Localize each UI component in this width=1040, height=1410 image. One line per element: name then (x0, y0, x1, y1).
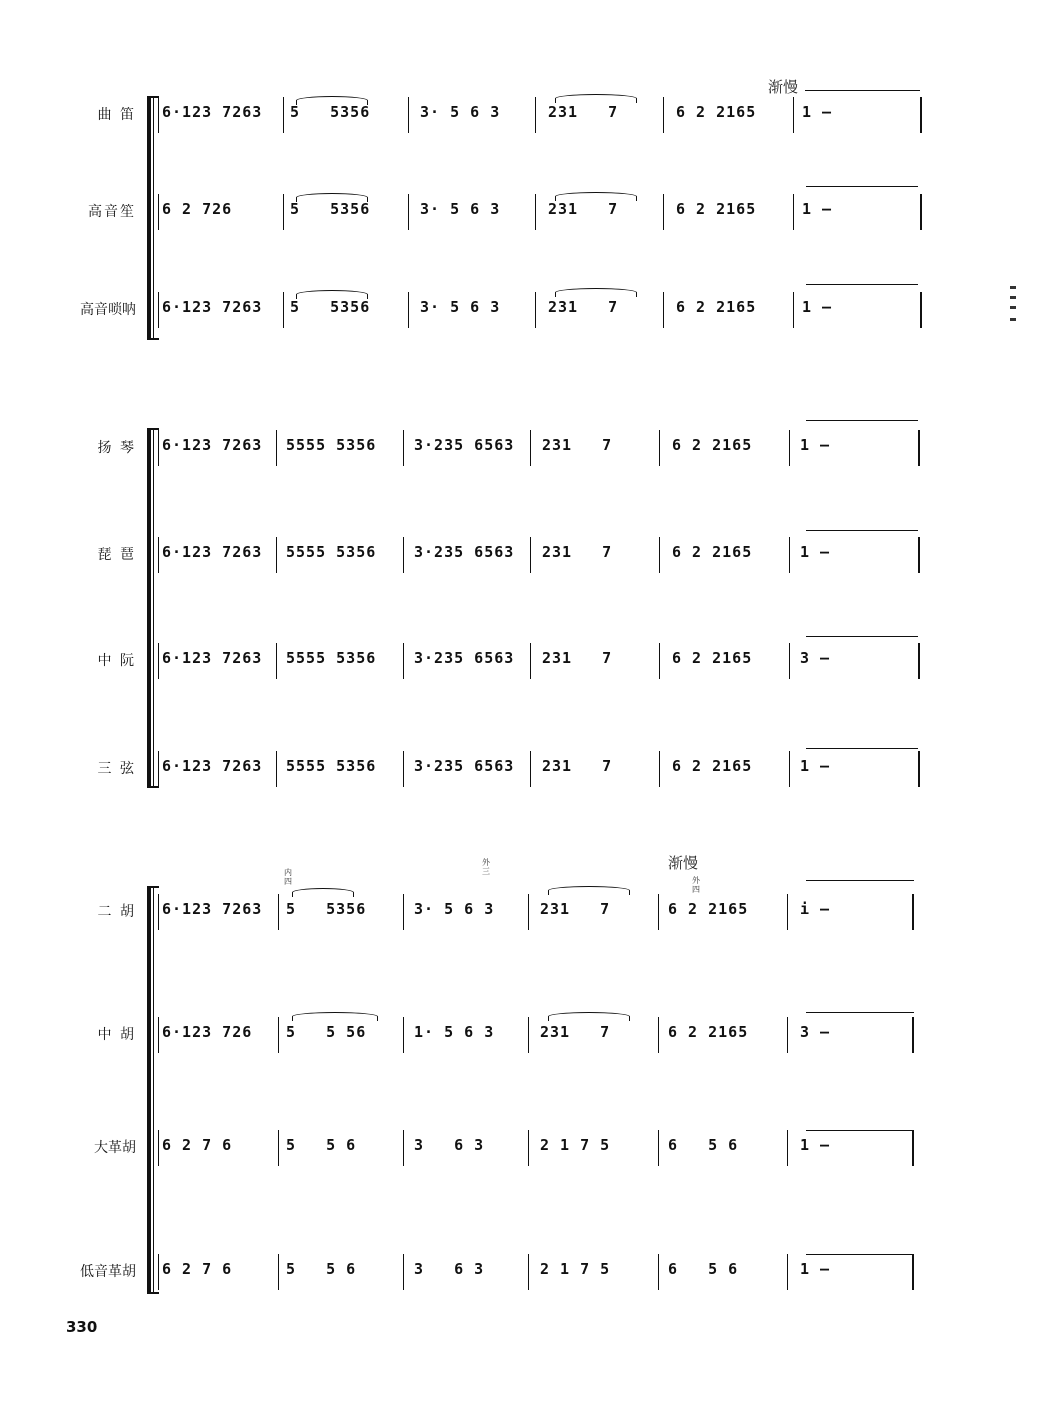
measure-1: 6·123 7263 (162, 103, 263, 121)
measure-5: 6 2 2165 (672, 757, 753, 775)
measure-6: 3 – (800, 1023, 831, 1041)
slur-mark (555, 288, 637, 297)
measure-6: i – (800, 900, 831, 918)
instrument-label: 高音笙 (88, 204, 136, 220)
barline (528, 1254, 529, 1290)
slur-mark (548, 886, 630, 895)
barline (403, 643, 404, 679)
barline-end (912, 1130, 914, 1166)
barline (158, 751, 159, 787)
measure-5: 6 2 2165 (668, 1023, 749, 1041)
measure-2: 5 5 6 (286, 1136, 357, 1154)
measure-1: 6·123 7263 (162, 757, 263, 775)
tie-line-final (806, 1254, 914, 1255)
barline (278, 1017, 279, 1053)
barline (403, 1130, 404, 1166)
measure-1: 6 2 7 6 (162, 1136, 233, 1154)
measure-6: 1 – (800, 1136, 831, 1154)
measure-5: 6 5 6 (668, 1260, 739, 1278)
measure-3: 3·235 6563 (414, 543, 515, 561)
measure-3: 3· 5 6 3 (420, 200, 501, 218)
staff-row (0, 535, 1040, 575)
measure-6: 1 – (800, 436, 831, 454)
group-brace-plucked (147, 428, 151, 788)
measure-6: 1 – (802, 298, 833, 316)
barline (789, 430, 790, 466)
barline (408, 97, 409, 133)
group-brace-thin (153, 886, 154, 1294)
measure-4: 231 7 (548, 103, 619, 121)
barline (276, 643, 277, 679)
barline (658, 894, 659, 930)
barline (787, 1017, 788, 1053)
measure-2: 5 5 56 (286, 1023, 367, 1041)
barline (403, 1017, 404, 1053)
barline (158, 643, 159, 679)
barline (283, 194, 284, 230)
measure-4: 231 7 (540, 1023, 611, 1041)
measure-4: 2 1 7 5 (540, 1260, 611, 1278)
staff-row (0, 1252, 1040, 1292)
barline (663, 194, 664, 230)
barline (659, 537, 660, 573)
measure-5: 6 2 2165 (676, 103, 757, 121)
fingering-m5: 外四 (692, 876, 700, 894)
barline (789, 537, 790, 573)
barline (535, 194, 536, 230)
tie-line-final (806, 1012, 914, 1013)
barline (158, 1254, 159, 1290)
tie-line-final (806, 284, 918, 285)
barline (158, 537, 159, 573)
measure-3: 3·235 6563 (414, 436, 515, 454)
measure-1: 6·123 7263 (162, 649, 263, 667)
barline (403, 537, 404, 573)
barline (276, 430, 277, 466)
page-number: 330 (66, 1318, 98, 1336)
barline (793, 194, 794, 230)
staff-row (0, 1015, 1040, 1055)
measure-2: 5 5356 (290, 200, 371, 218)
edge-mark (1010, 286, 1016, 289)
barline (659, 643, 660, 679)
tie-line-final (806, 186, 918, 187)
measure-1: 6 2 7 6 (162, 1260, 233, 1278)
instrument-label: 高音唢呐 (80, 302, 136, 318)
brace-cap (147, 338, 159, 340)
barline-end (918, 751, 920, 787)
barline (787, 1130, 788, 1166)
measure-4: 231 7 (548, 298, 619, 316)
fingering-m3: 外三 (482, 858, 490, 876)
measure-5: 6 2 2165 (676, 298, 757, 316)
barline-end (912, 894, 914, 930)
tempo-marking-top: 渐慢 (768, 78, 799, 96)
measure-2: 5555 5356 (286, 649, 377, 667)
instrument-label: 曲 笛 (97, 107, 136, 123)
measure-3: 3 6 3 (414, 1260, 485, 1278)
staff-row (0, 641, 1040, 681)
fingering-m2: 内四 (284, 868, 292, 886)
barline (403, 430, 404, 466)
measure-3: 1· 5 6 3 (414, 1023, 495, 1041)
measure-2: 5 5356 (290, 298, 371, 316)
instrument-label: 二 胡 (97, 904, 136, 920)
measure-3: 3 6 3 (414, 1136, 485, 1154)
measure-5: 6 2 2165 (676, 200, 757, 218)
group-brace-thin (153, 428, 154, 788)
barline (403, 751, 404, 787)
barline (659, 751, 660, 787)
slur-mark (292, 1012, 378, 1021)
barline-end (918, 643, 920, 679)
barline (158, 1130, 159, 1166)
barline-end (920, 97, 922, 133)
slur-mark (555, 94, 637, 103)
measure-1: 6·123 7263 (162, 900, 263, 918)
staff-row (0, 192, 1040, 232)
barline (658, 1130, 659, 1166)
measure-1: 6·123 7263 (162, 298, 263, 316)
barline (530, 643, 531, 679)
staff-row (0, 95, 1040, 135)
measure-4: 231 7 (542, 436, 613, 454)
measure-6: 1 – (800, 1260, 831, 1278)
instrument-label: 三 弦 (97, 761, 136, 777)
barline (283, 97, 284, 133)
measure-3: 3· 5 6 3 (420, 103, 501, 121)
barline (658, 1254, 659, 1290)
staff-row (0, 892, 1040, 932)
barline (535, 292, 536, 328)
barline (278, 1254, 279, 1290)
instrument-label: 琵 琶 (97, 547, 136, 563)
measure-5: 6 2 2165 (668, 900, 749, 918)
measure-4: 2 1 7 5 (540, 1136, 611, 1154)
measure-1: 6·123 7263 (162, 543, 263, 561)
measure-3: 3· 5 6 3 (420, 298, 501, 316)
barline (158, 894, 159, 930)
tie-line-final (806, 636, 918, 637)
measure-1: 6·123 7263 (162, 436, 263, 454)
instrument-label: 低音革胡 (80, 1264, 136, 1280)
measure-2: 5555 5356 (286, 757, 377, 775)
slur-mark (296, 290, 368, 299)
barline (276, 751, 277, 787)
instrument-label: 扬 琴 (97, 440, 136, 456)
measure-3: 3· 5 6 3 (414, 900, 495, 918)
measure-2: 5555 5356 (286, 543, 377, 561)
barline (158, 194, 159, 230)
barline (158, 292, 159, 328)
measure-1: 6·123 726 (162, 1023, 253, 1041)
barline (408, 194, 409, 230)
measure-4: 231 7 (540, 900, 611, 918)
barline (658, 1017, 659, 1053)
instrument-label: 中 阮 (97, 653, 136, 669)
barline (528, 1017, 529, 1053)
staff-row (0, 1128, 1040, 1168)
measure-6: 3 – (800, 649, 831, 667)
barline (530, 537, 531, 573)
instrument-label: 大革胡 (94, 1140, 136, 1156)
barline (789, 751, 790, 787)
barline (659, 430, 660, 466)
tie-line-final (806, 1130, 914, 1131)
measure-4: 231 7 (542, 649, 613, 667)
measure-4: 231 7 (542, 543, 613, 561)
measure-2: 5 5356 (286, 900, 367, 918)
barline (278, 1130, 279, 1166)
barline (403, 894, 404, 930)
measure-1: 6 2 726 (162, 200, 233, 218)
barline (158, 430, 159, 466)
barline-end (918, 430, 920, 466)
measure-6: 1 – (802, 200, 833, 218)
tempo-extension-line (805, 90, 920, 91)
measure-4: 231 7 (548, 200, 619, 218)
measure-3: 3·235 6563 (414, 757, 515, 775)
measure-5: 6 2 2165 (672, 543, 753, 561)
tie-line-final (806, 748, 918, 749)
staff-row (0, 428, 1040, 468)
brace-cap (147, 886, 159, 888)
barline-end (918, 537, 920, 573)
barline (787, 1254, 788, 1290)
barline (530, 751, 531, 787)
barline-end (920, 292, 922, 328)
barline (278, 894, 279, 930)
barline (793, 97, 794, 133)
measure-2: 5 5356 (290, 103, 371, 121)
tie-line-final (806, 420, 918, 421)
brace-cap (147, 1292, 159, 1294)
barline (793, 292, 794, 328)
measure-2: 5 5 6 (286, 1260, 357, 1278)
barline (789, 643, 790, 679)
barline (663, 292, 664, 328)
tempo-marking-erhu: 渐慢 (668, 854, 699, 872)
slur-mark (548, 1012, 630, 1021)
barline (535, 97, 536, 133)
slur-mark (296, 96, 368, 105)
barline (528, 894, 529, 930)
barline (528, 1130, 529, 1166)
barline (530, 430, 531, 466)
instrument-label: 中 胡 (97, 1027, 136, 1043)
measure-4: 231 7 (542, 757, 613, 775)
barline (283, 292, 284, 328)
measure-3: 3·235 6563 (414, 649, 515, 667)
measure-5: 6 2 2165 (672, 436, 753, 454)
barline (158, 97, 159, 133)
barline-end (912, 1017, 914, 1053)
barline-end (912, 1254, 914, 1290)
barline (408, 292, 409, 328)
staff-row (0, 749, 1040, 789)
barline-end (920, 194, 922, 230)
barline (787, 894, 788, 930)
staff-row (0, 290, 1040, 330)
slur-mark (296, 193, 368, 202)
barline (276, 537, 277, 573)
barline (158, 1017, 159, 1053)
barline (403, 1254, 404, 1290)
measure-2: 5555 5356 (286, 436, 377, 454)
measure-6: 1 – (800, 757, 831, 775)
tie-line-final (806, 530, 918, 531)
group-brace-bowed (147, 886, 151, 1294)
measure-6: 1 – (802, 103, 833, 121)
measure-5: 6 5 6 (668, 1136, 739, 1154)
slur-mark (555, 192, 637, 201)
measure-5: 6 2 2165 (672, 649, 753, 667)
barline (663, 97, 664, 133)
slur-mark (292, 888, 354, 897)
tie-line-final (806, 880, 914, 881)
measure-6: 1 – (800, 543, 831, 561)
